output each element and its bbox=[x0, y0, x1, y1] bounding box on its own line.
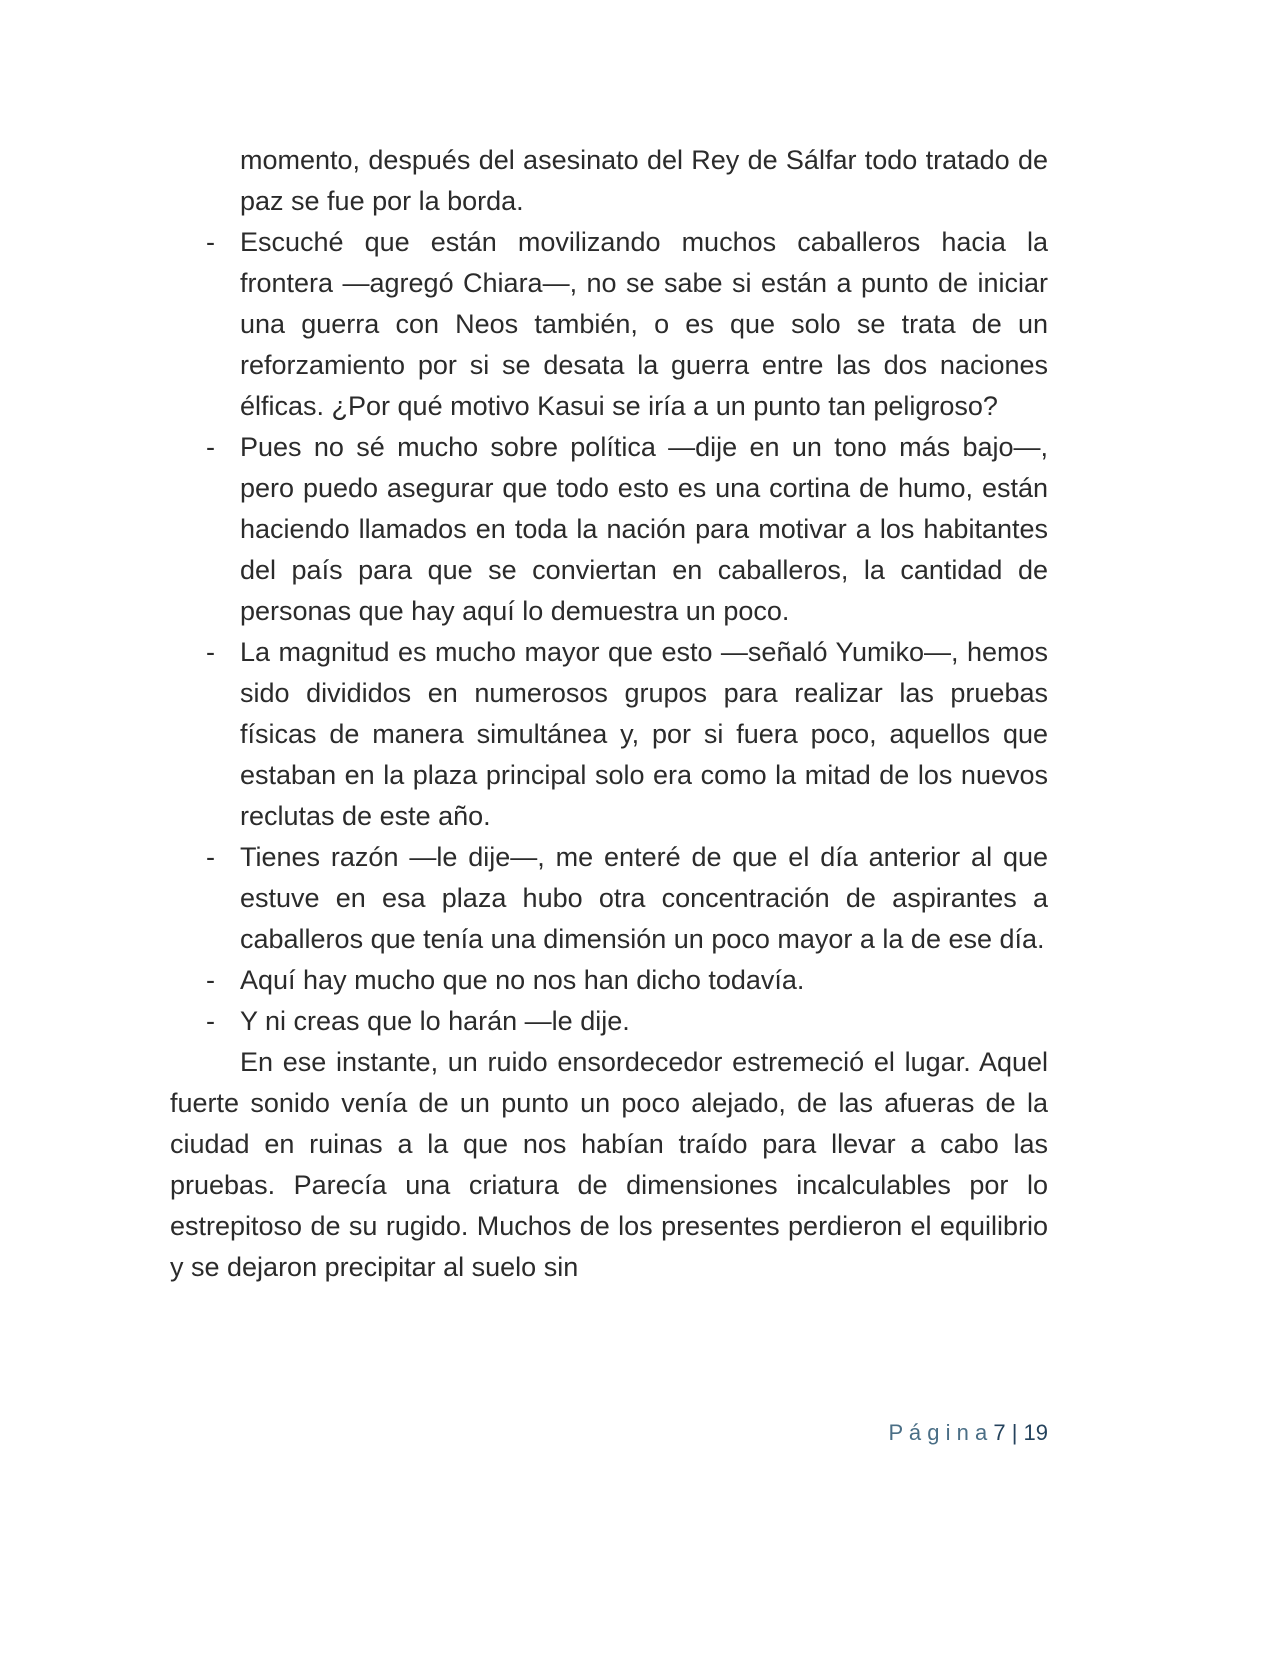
dialogue-paragraph bbox=[170, 222, 1048, 427]
dialogue-paragraph bbox=[170, 632, 1048, 837]
page-footer bbox=[170, 1418, 1048, 1448]
dialogue-dash: - bbox=[206, 227, 215, 257]
dialogue-dash: - bbox=[206, 432, 215, 462]
footer-page-number: 7 | 19 bbox=[993, 1420, 1048, 1445]
text-block bbox=[170, 140, 1048, 1288]
dialogue-paragraph bbox=[170, 1001, 1048, 1042]
dialogue-paragraph bbox=[170, 960, 1048, 1001]
body-paragraph bbox=[170, 140, 1048, 222]
body-paragraph bbox=[170, 1042, 1048, 1288]
paragraph-text: Pues no sé mucho sobre política —dije en un tono más bajo—, pero puedo asegurar que todo esto es una cortina de humo, están haciendo llamados en toda la nación para motivar a los habitantes del país para que se conviertan en caballeros, la cantidad de personas que hay aquí lo demuestra un poco. bbox=[240, 432, 1048, 626]
footer-page-label: P á g i n a bbox=[888, 1420, 988, 1445]
paragraph-text: En ese instante, un ruido ensordecedor estremeció el lugar. Aquel fuerte sonido venía de un punto un poco alejado, de las afueras de la ciudad en ruinas a la que nos habían traído para llevar a cabo las pruebas. Parecía una criatura de dimensiones incalculables por lo estrepitoso de su rugido. Muchos de los presentes perdieron el equilibrio y se dejaron precipitar al suelo sin bbox=[170, 1047, 1048, 1282]
dialogue-paragraph bbox=[170, 837, 1048, 960]
paragraph-text: La magnitud es mucho mayor que esto —señaló Yumiko—, hemos sido divididos en numerosos grupos para realizar las pruebas físicas de manera simultánea y, por si fuera poco, aquellos que estaban en la plaza principal solo era como la mitad de los nuevos reclutas de este año. bbox=[240, 637, 1048, 831]
paragraph-text: Y ni creas que lo harán —le dije. bbox=[240, 1006, 630, 1036]
dialogue-dash: - bbox=[206, 842, 215, 872]
paragraph-text: Escuché que están movilizando muchos caballeros hacia la frontera —agregó Chiara—, no se sabe si están a punto de iniciar una guerra con Neos también, o es que solo se trata de un reforzamiento por si se desata la guerra entre las dos naciones élficas. ¿Por qué motivo Kasui se iría a un punto tan peligroso? bbox=[240, 227, 1048, 421]
paragraph-text: Tienes razón —le dije—, me enteré de que el día anterior al que estuve en esa plaza hubo otra concentración de aspirantes a caballeros que tenía una dimensión un poco mayor a la de ese día. bbox=[240, 842, 1048, 954]
dialogue-dash: - bbox=[206, 965, 215, 995]
dialogue-dash: - bbox=[206, 1006, 215, 1036]
dialogue-dash: - bbox=[206, 637, 215, 667]
dialogue-paragraph bbox=[170, 427, 1048, 632]
paragraph-text: Aquí hay mucho que no nos han dicho todavía. bbox=[240, 965, 805, 995]
paragraph-text: momento, después del asesinato del Rey de Sálfar todo tratado de paz se fue por la borda. bbox=[240, 145, 1048, 216]
